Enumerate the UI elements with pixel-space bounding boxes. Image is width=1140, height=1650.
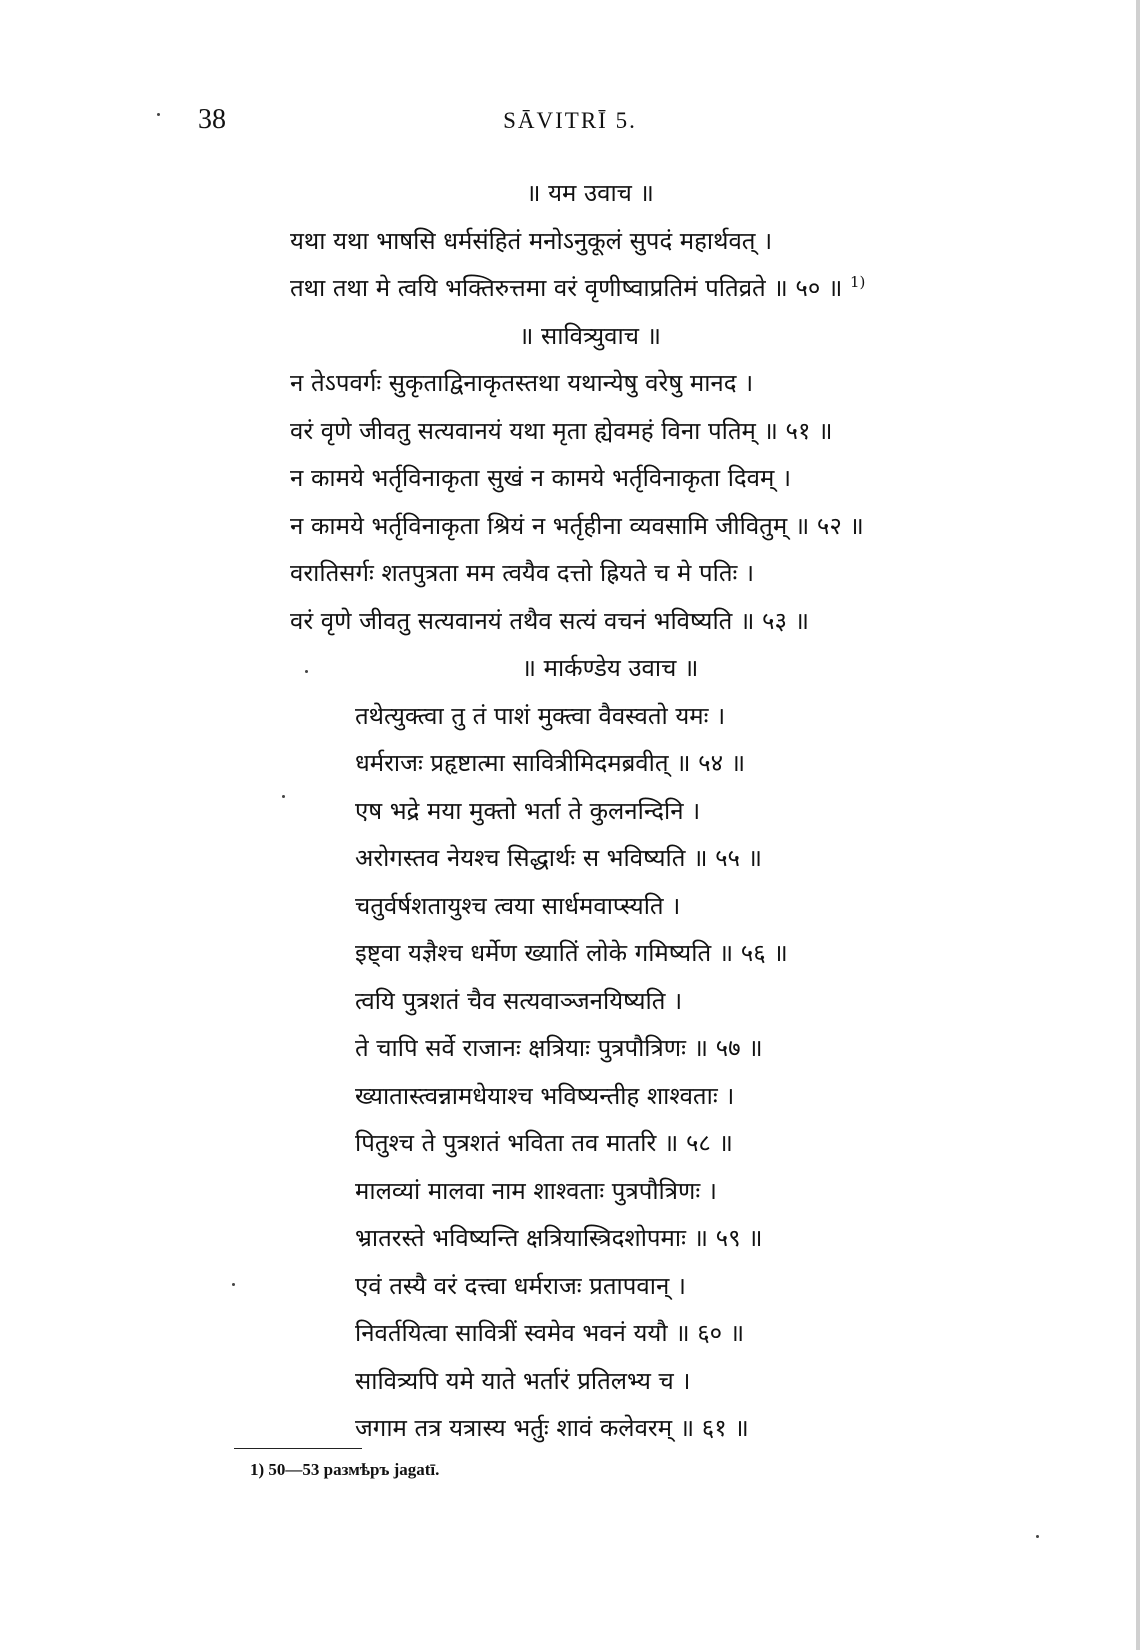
footnote-reference: 1) xyxy=(849,273,866,291)
verse-line: धर्मराजः प्रहृष्टात्मा सावित्रीमिदमब्रवीत् ॥ ५४ ॥ xyxy=(355,749,746,777)
page-number: 38 xyxy=(198,104,226,135)
verse-line: त्वयि पुत्रशतं चैव सत्यवाञ्जनयिष्यति । xyxy=(355,986,683,1015)
verse-line: भ्रातरस्ते भविष्यन्ति क्षत्रियास्त्रिदशोपमाः ॥ ५९ ॥ xyxy=(355,1224,763,1252)
scan-speck xyxy=(1036,1535,1039,1538)
verse-line: जगाम तत्र यत्रास्य भर्तुः शावं कलेवरम् ॥ ६१ ॥ xyxy=(355,1414,749,1442)
verse-line: वरं वृणे जीवतु सत्यवानयं यथा मृता ह्येवमहं विना पतिम् ॥ ५१ ॥ xyxy=(290,416,833,445)
verse-line: न कामये भर्तृविनाकृता श्रियं न भर्तृहीना व्यवसामि जीवितुम् ॥ ५२ ॥ xyxy=(290,511,864,540)
running-head: SĀVITRĪ 5. xyxy=(503,108,637,133)
verse-line: ख्यातास्त्वन्नामधेयाश्च भविष्यन्तीह शाश्वताः । xyxy=(355,1081,735,1110)
sanskrit-text-block xyxy=(0,170,1140,1453)
verse-line: न तेऽपवर्गः सुकृताद्विनाकृतस्तथा यथान्येषु वरेषु मानद । xyxy=(290,369,754,397)
footnote-divider xyxy=(234,1448,362,1449)
scan-speck xyxy=(282,795,285,798)
footnote: 1) 50—53 размѣръ jagatī. xyxy=(250,1460,440,1479)
speaker-heading: ॥ मार्कण्डेय उवाच ॥ xyxy=(521,654,699,682)
verse-line: यथा यथा भाषसि धर्मसंहितं मनोऽनुकूलं सुपदं महार्थवत् । xyxy=(290,226,773,255)
verse-line: वरातिसर्गः शतपुत्रता मम त्वयैव दत्तो ह्रियते च मे पतिः । xyxy=(290,559,755,587)
verse-line: ते चापि सर्वे राजानः क्षत्रियाः पुत्रपौत्रिणः ॥ ५७ ॥ xyxy=(355,1034,763,1062)
verse-line xyxy=(0,265,1140,313)
verse-line: न कामये भर्तृविनाकृता सुखं न कामये भर्तृविनाकृता दिवम् । xyxy=(290,464,792,492)
speaker-heading: ॥ सावित्र्युवाच ॥ xyxy=(519,321,661,350)
verse-line: एष भद्रे मया मुक्तो भर्ता ते कुलनन्दिनि । xyxy=(355,796,701,825)
verse-line: अरोगस्तव नेयश्च सिद्धार्थः स भविष्यति ॥ ५५ ॥ xyxy=(355,844,763,872)
verse-line: तथेत्युक्त्वा तु तं पाशं मुक्त्वा वैवस्वतो यमः । xyxy=(355,701,726,730)
verse-line: वरं वृणे जीवतु सत्यवानयं तथैव सत्यं वचनं भविष्यति ॥ ५३ ॥ xyxy=(290,606,809,635)
scan-speck xyxy=(305,670,308,673)
verse-line: निवर्तयित्वा सावित्रीं स्वमेव भवनं ययौ ॥ ६० ॥ xyxy=(355,1319,745,1347)
verse-line: इष्ट्वा यज्ञैश्च धर्मेण ख्यातिं लोके गमिष्यति ॥ ५६ ॥ xyxy=(355,939,788,967)
verse-line: चतुर्वर्षशतायुश्च त्वया सार्धमवाप्स्यति । xyxy=(355,891,681,920)
verse-line: सावित्र्यपि यमे याते भर्तारं प्रतिलभ्य च । xyxy=(355,1366,691,1395)
scan-speck xyxy=(157,113,160,116)
verse-line: मालव्यां मालवा नाम शाश्वताः पुत्रपौत्रिणः । xyxy=(355,1176,717,1205)
scan-speck xyxy=(232,1283,235,1286)
verse-text: तथा तथा मे त्वयि भक्तिरुत्तमा वरं वृणीष्वाप्रतिमं पतिव्रते ॥ ५० ॥ xyxy=(290,274,843,302)
verse-line: पितुश्च ते पुत्रशतं भविता तव मातरि ॥ ५८ ॥ xyxy=(355,1129,733,1157)
verse-line: एवं तस्यै वरं दत्त्वा धर्मराजः प्रतापवान् । xyxy=(355,1271,687,1300)
speaker-heading: ॥ यम उवाच ॥ xyxy=(526,179,654,207)
